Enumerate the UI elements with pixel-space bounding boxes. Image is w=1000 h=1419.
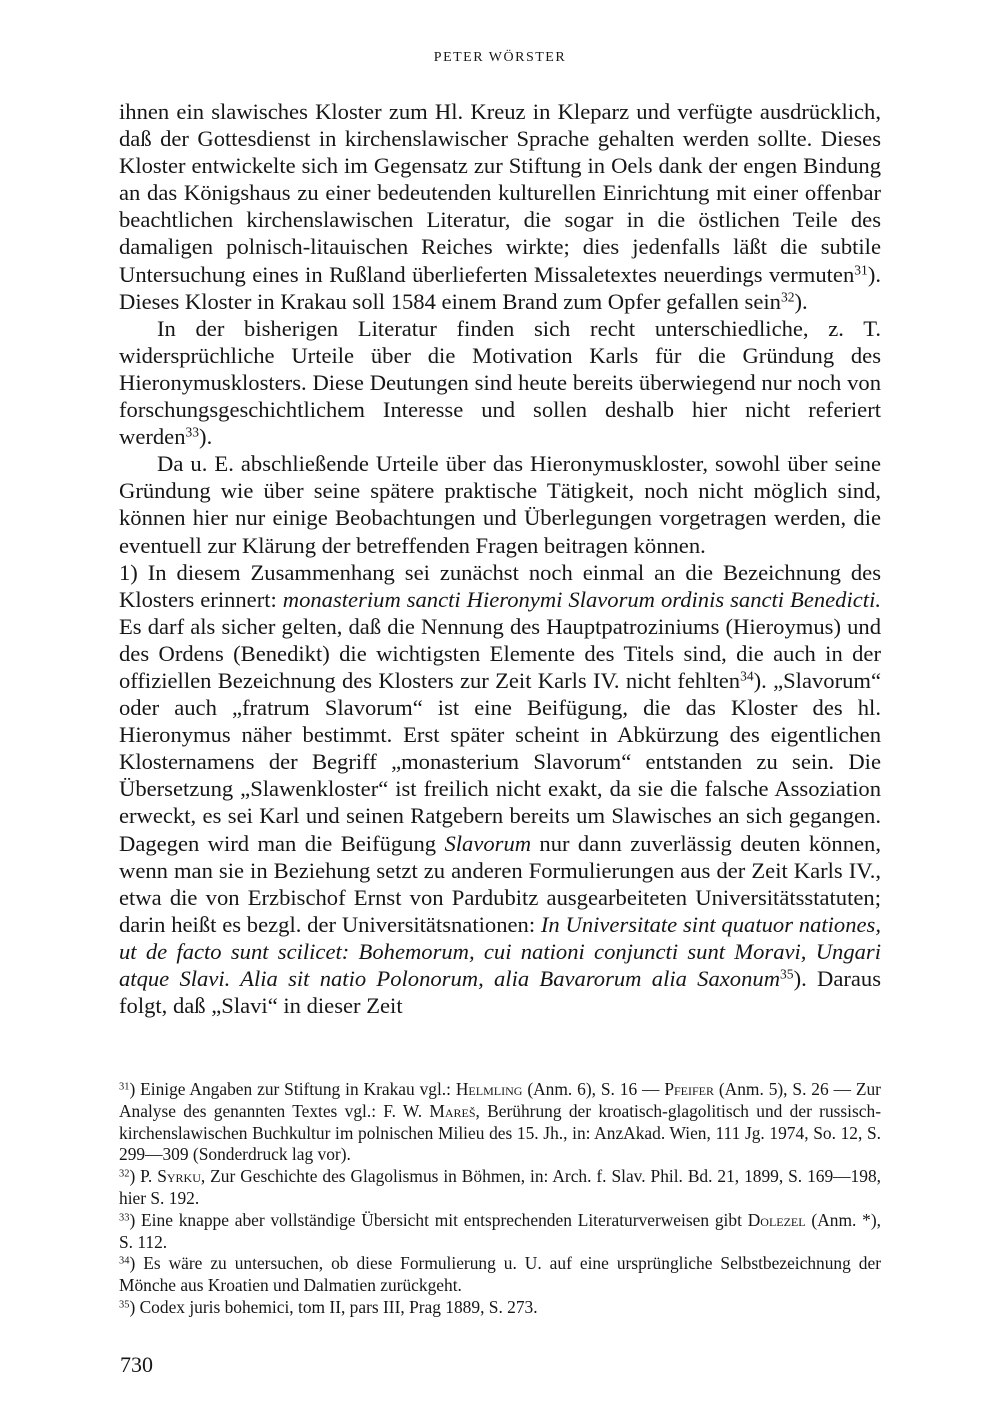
footnote-number: 33 xyxy=(119,1212,130,1224)
paragraph-1 xyxy=(119,98,881,315)
footnotes xyxy=(119,1079,881,1319)
author-name: Helmling xyxy=(455,1079,523,1099)
page-number: 730 xyxy=(120,1352,153,1377)
text-run: ) Eine knappe aber vollständige Übersicht mit entsprechenden Literaturverweisen gibt xyxy=(129,1209,748,1230)
text-run: 1) In diesem Zusammenhang sei zunächst noch einmal an die Bezeichnung des Klosters erinnert: xyxy=(119,559,881,612)
author-name: Syrku xyxy=(157,1166,201,1187)
author-name: Pfeifer xyxy=(664,1079,714,1099)
text-run: ). xyxy=(794,288,808,314)
text-run: (Anm. 6), S. 16 — xyxy=(522,1079,665,1099)
text-run: Es darf als sicher gelten, daß die Nennung des Hauptpatroziniums (Hieroymus) und des Ordens (Benedikt) die wichtigsten Elemente des Titels sind, die auch in der offiziellen Bezeichnung des Klosters zur Zeit Karls IV. nicht fehlten xyxy=(119,613,881,693)
text-run: ) Es wäre zu untersuchen, ob diese Formulierung u. U. auf eine ursprüngliche Selbstbezeichnung der Mönche aus Kroatien und Dalmatien zurückgeht. xyxy=(119,1253,881,1296)
footnote-ref-33[interactable]: 33 xyxy=(185,424,200,440)
text-run: ). Daraus folgt, daß „Slavi“ in dieser Zeit xyxy=(119,966,882,1019)
footnote-ref-32[interactable]: 32 xyxy=(780,289,795,305)
paragraph-2 xyxy=(119,315,881,450)
author-name: Dolezel xyxy=(747,1209,806,1230)
footnote-31 xyxy=(119,1079,881,1166)
text-run: ). „Slavorum“ oder auch „fratrum Slavorum“ ist eine Beifügung, die das Kloster des hl. Hieronymus näher bestimmt. Erst später scheint in Abkürzung des eigentlichen Klosternamens der Begriff „monasterium Slavorum“ entstanden zu sein. Die Übersetzung „Slawenkloster“ ist freilich nicht exakt, da sie die falsche Assoziation erweckt, es sei Karl und seinen Ratgebern bereits um Slawisches an sich gegangen. Dagegen wird man die Beifügung xyxy=(119,667,881,856)
text-run: , Zur Geschichte des Glagolismus in Böhmen, in: Arch. f. Slav. Phil. Bd. 21, 1899, S. 169—198, hier S. 192. xyxy=(119,1166,881,1208)
paragraph-4 xyxy=(119,559,881,1020)
text-run: ) Codex juris bohemici, tom II, pars III, Prag 1889, S. 273. xyxy=(129,1296,538,1317)
running-title: PETER WÖRSTER xyxy=(433,50,567,65)
text-run: ). Dieses Kloster in Krakau soll 1584 einem Brand zum Opfer gefallen sein xyxy=(119,261,881,314)
footnote-33 xyxy=(119,1210,881,1254)
italic-latin-title: monasterium sancti Hieronymi Slavorum ordinis sancti Benedicti. xyxy=(282,586,881,612)
footnote-32 xyxy=(119,1166,881,1210)
main-text xyxy=(119,98,881,1019)
text-run: Da u. E. abschließende Urteile über das Hieronymuskloster, sowohl über seine Gründung wie über seine spätere praktische Tätigkeit, noch nicht möglich sind, können hier nur einige Beobachtungen und Überlegungen vorgetragen werden, die eventuell zur Klärung der betreffenden Fragen beitragen können. xyxy=(119,451,881,558)
text-run: ). xyxy=(199,424,213,450)
text-run: , Berührung der kroatisch-glagolitisch und der russisch-kirchenslawischen Buchkultur im polnischen Milieu des 15. Jh., in: AnzAkad. Wien, 111 Jg. 1974, So. 12, S. 299—309 (Sonderdruck lag vor). xyxy=(119,1100,881,1165)
paragraph-3 xyxy=(119,450,881,558)
text-run: ) Einige Angaben zur Stiftung in Krakau vgl.: xyxy=(129,1079,456,1099)
italic-term: Slavorum xyxy=(444,830,532,856)
footnote-34 xyxy=(119,1253,881,1297)
footnote-number: 35 xyxy=(119,1299,130,1311)
footnote-35 xyxy=(119,1297,881,1319)
italic-latin-quote: In Universitate sint quatuor nationes, ut de facto sunt scilicet: Bohemorum, cui nationi conjuncti sunt Moravi, Ungari atque Slavi. Alia sit natio Polonorum, alia Bavarorum alia Saxonum xyxy=(119,911,881,991)
text-run: ) P. xyxy=(129,1166,158,1187)
text-run: ihnen ein slawisches Kloster zum Hl. Kreuz in Kleparz und verfügte ausdrücklich, daß der Gottesdienst in kirchenslawischer Sprache gehalten werden sollte. Dieses Kloster entwickelte sich im Gegensatz zur Stiftung in Oels dank der engen Bindung an das Königshaus zu einer bedeutenden kulturellen Einrichtung mit einer offenbar beachtlichen kirchenslawischen Literatur, die sogar in die östlichen Teile des damaligen polnisch-litauischen Reiches wirkte; dies jedenfalls läßt die subtile Untersuchung eines in Rußland überlieferten Missaletextes neuerdings vermuten xyxy=(119,99,881,287)
footnote-number: 31 xyxy=(119,1081,130,1093)
footnote-number: 34 xyxy=(119,1255,130,1267)
footnote-number: 32 xyxy=(119,1168,130,1180)
text-run: (Anm. 5), S. 26 — Zur Analyse des genannten Textes vgl.: F. W. xyxy=(119,1079,881,1121)
text-run: nur dann zuverlässig deuten können, wenn man sie in Beziehung setzt zu anderen Formulierungen aus der Zeit Karls IV., etwa die von Erzbischof Ernst von Pardubitz ausgearbeiteten Universitätsstatuten; darin heißt es bezgl. der Universitätsnationen: xyxy=(119,830,881,937)
text-run: (Anm. *), S. 112. xyxy=(119,1209,881,1252)
text-run: In der bisherigen Literatur finden sich recht unterschiedliche, z. T. widersprüchliche Urteile über die Motivation Karls für die Gründung des Hieronymusklosters. Diese Deutungen sind heute bereits überwiegend nur noch von forschungsgeschichtlichem Interesse und sollen deshalb hier nicht referiert werden xyxy=(119,315,881,450)
footnote-ref-31[interactable]: 31 xyxy=(854,262,868,278)
author-name: Mareš xyxy=(429,1100,476,1121)
footnote-ref-34[interactable]: 34 xyxy=(740,668,754,684)
footnote-ref-35[interactable]: 35 xyxy=(780,966,794,982)
